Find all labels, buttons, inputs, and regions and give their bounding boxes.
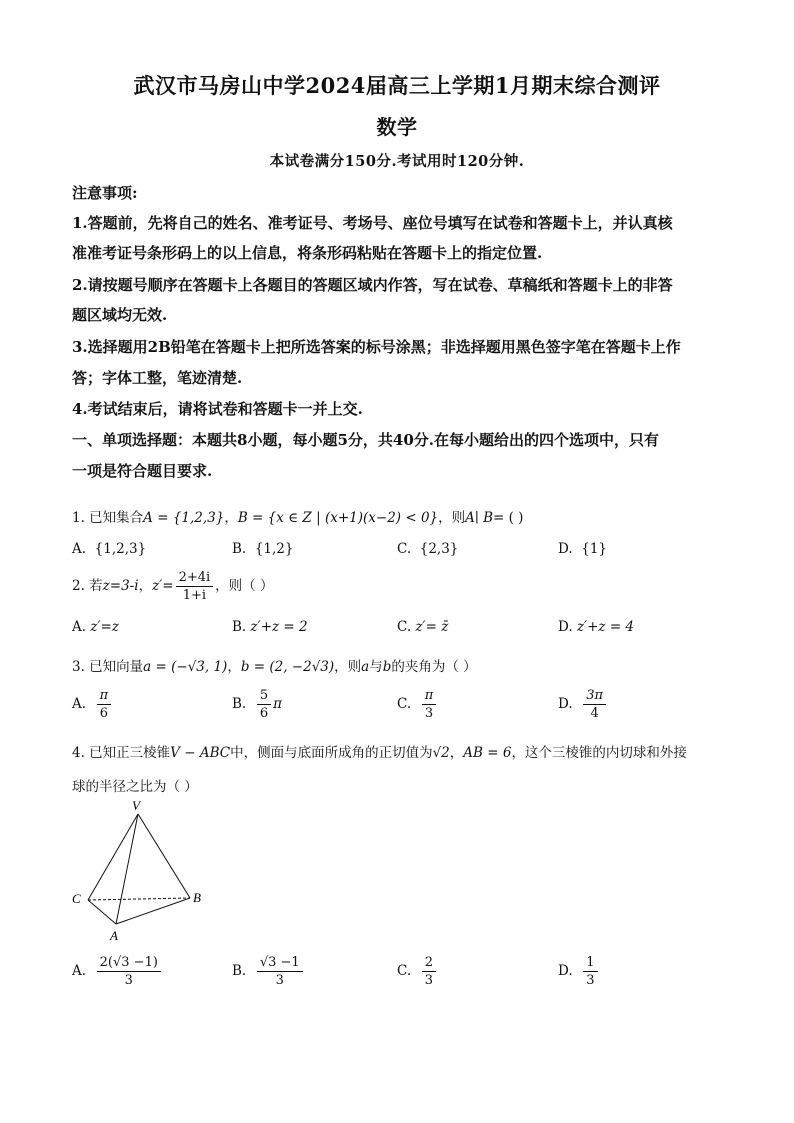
q2-fraction: $\frac{2+4i}{1+i}$: [176, 570, 214, 603]
question-4-cont: 球的半径之比为（ ）: [72, 779, 198, 795]
q2-option-a: A. z′=z: [72, 619, 119, 635]
pyramid-diagram: [66, 796, 216, 944]
edge-cb-hidden: [88, 898, 190, 900]
section-heading: 一、单项选择题：本题共8小题，每小题5分，共40分.在每小题给出的四个选项中，只有: [72, 431, 659, 449]
q4-option-c: C. $\frac{2}{3}$: [397, 955, 438, 988]
exam-title: 武汉市马房山中学2024届高三上学期1月期末综合测评: [133, 73, 661, 98]
section-heading-cont: 一项是符合题目要求.: [72, 462, 213, 480]
label-v: V: [132, 798, 140, 813]
subject-title: 数学: [376, 115, 418, 139]
q4-text-b: 中，侧面与底面所成角的正切值为: [230, 745, 433, 761]
question-3: [72, 655, 477, 675]
q1-option-a: A. {1,2,3}: [72, 541, 147, 557]
q2-z: z=3-i: [102, 578, 139, 594]
notice-line: 4.考试结束后，请将试卷和答题卡一并上交.: [72, 400, 363, 418]
notice-line: 1.答题前，先将自己的姓名、准考证号、考场号、座位号填写在试卷和答题卡上，并认真核: [72, 214, 673, 232]
q4-option-b: B. $\frac{√3 -1}{3}$: [232, 955, 305, 988]
q3-vector-b: b = (2, −2√3): [240, 659, 335, 675]
q4-text-c: ，这个三棱锥的内切球和外接: [511, 745, 687, 761]
q1-set-a: A = {1,2,3}: [143, 510, 225, 526]
q4-option-a: A. $\frac{2(√3 -1)}{3}$: [72, 955, 163, 988]
notice-line: 3.选择题用2B铅笔在答题卡上把所选答案的标号涂黑；非选择题用黑色签字笔在答题卡上作: [72, 338, 681, 356]
q4-pyramid: V − ABC: [170, 745, 231, 761]
notice-line: 答；字体工整，笔迹清楚.: [72, 369, 243, 387]
q3-vb: b: [382, 659, 392, 675]
notice-line: 准准考证号条形码上的以上信息，将条形码粘贴在答题卡上的指定位置.: [72, 244, 543, 262]
q1-suffix: = ( ): [493, 510, 524, 526]
q1-suffix-text: ，则: [438, 510, 466, 526]
q2-comma: ，: [138, 578, 153, 594]
label-c: C: [72, 891, 81, 906]
q3-option-b: B. $\frac{5}{6}$ π: [232, 688, 282, 721]
q3-option-c: C. $\frac{\pi}{3}$: [397, 688, 438, 721]
edge-va: [116, 814, 138, 924]
q3-with: 与: [369, 659, 383, 675]
edge-ab: [116, 898, 190, 924]
question-1: [72, 506, 523, 526]
edge-vb: [138, 814, 190, 898]
q4-comma: ，: [449, 745, 464, 761]
exam-info: 本试卷满分150分.考试用时120分钟.: [269, 153, 525, 170]
edge-ca: [88, 900, 116, 924]
q3-comma: ，: [227, 659, 241, 675]
notice-heading: 注意事项:: [72, 184, 138, 202]
q1-set-b: B = {x ∈ Z | (x+1)(x−2) < 0}: [237, 510, 439, 526]
q2-zprime: z′=: [152, 578, 174, 594]
notice-line: 2.请按题号顺序在答题卡上各题目的答题区域内作答，写在试卷、草稿纸和答题卡上的非答: [72, 276, 673, 294]
q2-option-d: D. z′+z = 4: [558, 619, 635, 635]
question-4: [72, 741, 687, 761]
label-b: B: [193, 890, 201, 905]
q2-option-c: C. z′= z̄: [397, 619, 449, 635]
q3-option-a: A. $\frac{\pi}{6}$: [72, 688, 113, 721]
q1-option-c: C. {2,3}: [397, 541, 459, 557]
q3-vector-a: a = (−√3, 1): [143, 659, 228, 675]
q3-option-d: D. $\frac{3\pi}{4}$: [558, 688, 608, 721]
label-a: A: [110, 928, 118, 943]
q1-prefix: 1. 已知集合: [72, 510, 144, 526]
q1-option-b: B. {1,2}: [232, 541, 294, 557]
q4-option-d: D. $\frac{1}{3}$: [558, 955, 600, 988]
q3-mid: ，则: [334, 659, 362, 675]
q2-prefix: 2. 若: [72, 578, 103, 594]
edge-vc: [88, 814, 138, 900]
q1-sep: ，: [224, 510, 238, 526]
q2-suffix: ，则（ ）: [215, 578, 274, 594]
q4-sqrt2: √2: [432, 745, 450, 761]
q1-expr: A∣ B: [465, 510, 494, 526]
q3-suffix: 的夹角为（ ）: [391, 659, 477, 675]
q2-option-b: B. z′+z = 2: [232, 619, 308, 635]
q4-text-a: 4. 已知正三棱锥: [72, 745, 171, 761]
q3-va: a: [361, 659, 370, 675]
q3-prefix: 3. 已知向量: [72, 659, 144, 675]
q4-ab: AB = 6: [463, 745, 512, 761]
notice-line: 题区域均无效.: [72, 306, 168, 324]
question-2: [72, 570, 273, 603]
q1-option-d: D. {1}: [558, 541, 608, 557]
